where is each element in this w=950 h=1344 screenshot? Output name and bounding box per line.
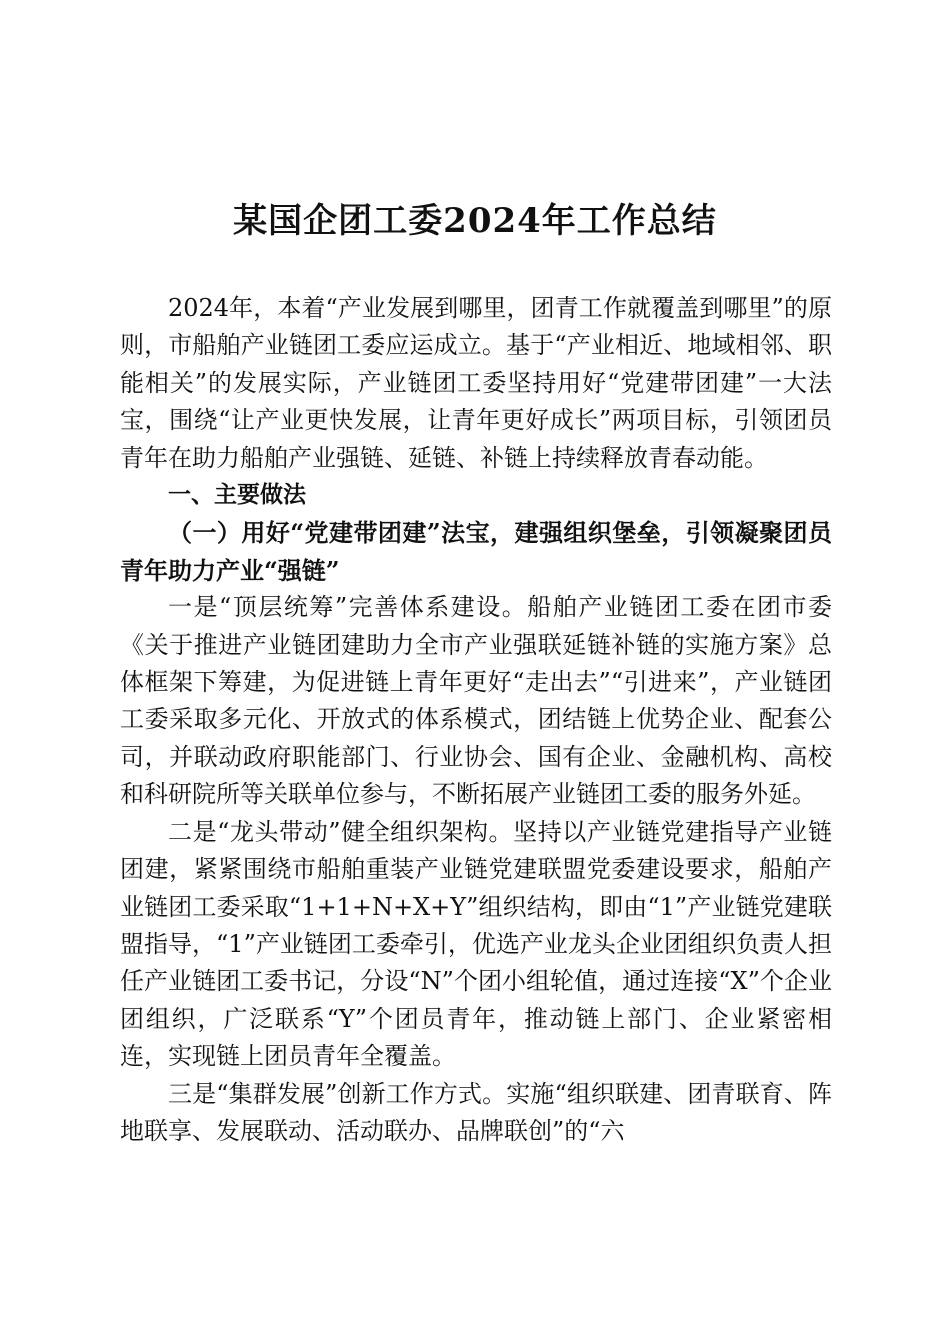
- subsection-heading-1: （一）用好“党建带团建”法宝，建强组织堡垒，引领凝聚团员青年助力产业“强链”: [120, 518, 832, 585]
- document-title: 某国企团工委2024年工作总结: [233, 201, 717, 241]
- paragraph-top-level-planning: 一是“顶层统筹”完善体系建设。船舶产业链团工委在团市委《关于推进产业链团建助力全市产业强联延链补链的实施方案》总体框架下筹建，为促进链上青年更好“走出去”“引进来”，产业链团工委采取多元化、开放式的体系模式，团结链上优势企业、配套公司，并联动政府职能部门、行业协会、国有企业、金融机构、高校和科研院所等关联单位参与，不断拓展产业链团工委的服务外延。: [120, 593, 832, 809]
- document-body: [120, 290, 832, 1150]
- paragraph-cluster-development: 三是“集群发展”创新工作方式。实施“组织联建、团青联育、阵地联享、发展联动、活动联办、品牌联创”的“六: [120, 1079, 832, 1145]
- paragraph-leading-enterprise: 二是“龙头带动”健全组织架构。坚持以产业链党建指导产业链团建，紧紧围绕市船舶重装产业链党建联盟党委建设要求，船舶产业链团工委采取“1+1+N+X+Y”组织结构，即由“1”产业链党建联盟指导，“1”产业链团工委牵引，优选产业龙头企业团组织负责人担任产业链团工委书记，分设“N”个团小组轮值，通过连接“X”个企业团组织，广泛联系“Y”个团员青年，推动链上部门、企业紧密相连，实现链上团员青年全覆盖。: [120, 817, 832, 1071]
- intro-paragraph: 2024年，本着“产业发展到哪里，团青工作就覆盖到哪里”的原则，市船舶产业链团工委应运成立。基于“产业相近、地域相邻、职能相关”的发展实际，产业链团工委坚持用好“党建带团建”一大法宝，围绕“让产业更快发展，让青年更好成长”两项目标，引领团员青年在助力船舶产业强链、延链、补链上持续释放青春动能。: [120, 294, 832, 472]
- section-heading-main-practices: 一、主要做法: [168, 482, 306, 509]
